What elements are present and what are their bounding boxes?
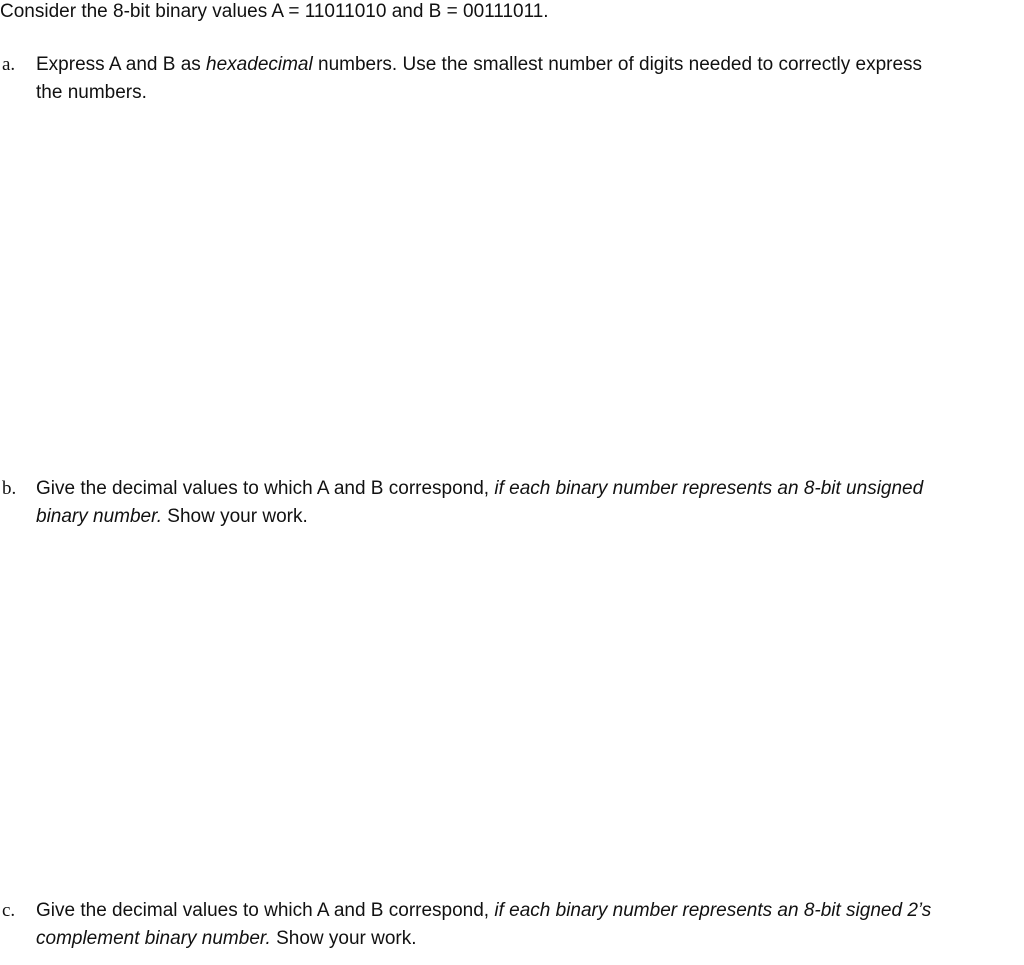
question-c-line-1-lead: Give the decimal values to which A and B correspond, [36,900,495,921]
question-b-emphasis: if each binary number represents an 8-bit unsigned [494,478,924,499]
intro-statement: Consider the 8-bit binary values A = 11011010 and B = 00111011. [0,1,549,22]
question-c-line-2-tail: Show your work. [270,928,417,949]
question-b-line-2 [36,503,1024,531]
question-b-line-1-lead: Give the decimal values to which A and B correspond, [36,478,495,499]
question-c-line-2 [36,925,1024,953]
question-a-letter: a. [2,54,16,75]
question-c-line-1 [36,897,1024,925]
question-a-line-1-lead: Express A and B as [36,54,207,75]
question-c-emphasis: if each binary number represents an 8-bit signed 2’s [494,900,932,921]
question-a-line-2 [36,79,1024,107]
question-b-line-2-emphasis: binary number. [36,506,163,527]
question-a-text [36,51,1024,107]
question-a-emphasis: hexadecimal [206,54,313,75]
question-c-text [36,897,1024,953]
question-c-letter: c. [2,900,16,921]
question-a-line-2-lead: the numbers. [36,82,147,103]
question-c-line-2-emphasis: complement binary number. [36,928,271,949]
question-b-letter: b. [2,478,17,499]
question-b-line-1 [36,475,1024,503]
question-a-line-1 [36,51,1024,79]
question-b-line-2-tail: Show your work. [162,506,308,527]
question-b-text [36,475,1024,531]
question-a-line-1-tail: numbers. Use the smallest number of digits needed to correctly express [312,54,923,75]
